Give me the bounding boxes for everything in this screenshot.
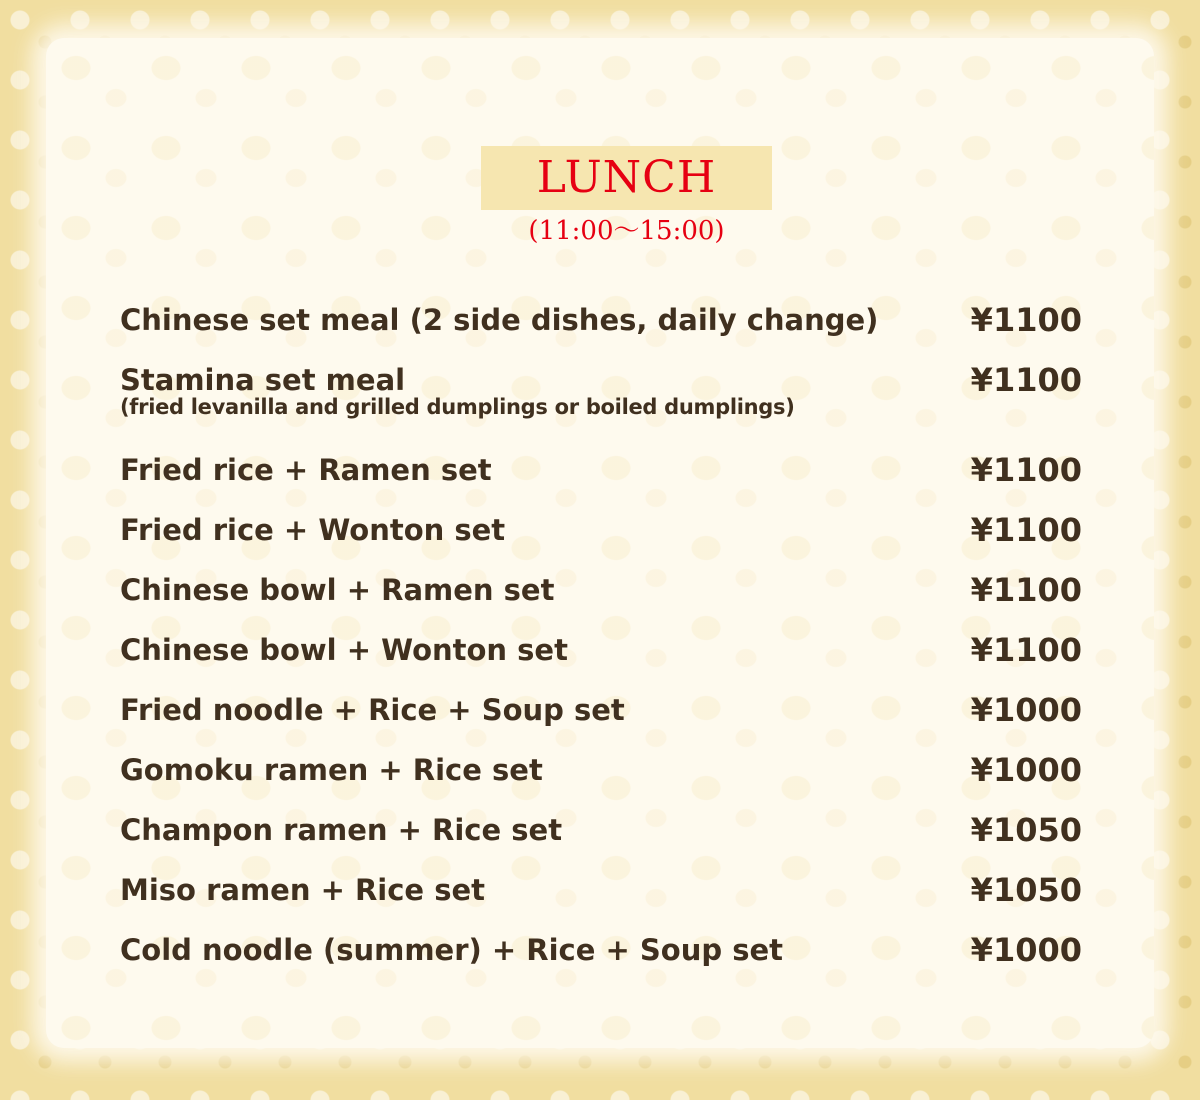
menu-item (120, 452, 1082, 492)
menu-item (120, 632, 1082, 672)
menu-item-price: ¥1000 (970, 931, 1082, 969)
menu-item-price: ¥1000 (970, 691, 1082, 729)
menu-item-price: ¥1100 (970, 571, 1082, 609)
menu-item (120, 302, 1082, 342)
menu-item (120, 752, 1082, 792)
menu-item-name: Chinese bowl + Wonton set (120, 633, 568, 667)
menu-item-price: ¥1000 (970, 751, 1082, 789)
menu-item-name: Fried rice + Wonton set (120, 513, 506, 547)
menu-item-name: Miso ramen + Rice set (120, 873, 485, 907)
menu-item (120, 512, 1082, 552)
menu-item-price: ¥1100 (970, 451, 1082, 489)
menu-item-name: Chinese set meal (2 side dishes, daily change) (120, 303, 879, 337)
menu-item-name: Gomoku ramen + Rice set (120, 753, 543, 787)
menu-item-price: ¥1100 (970, 361, 1082, 399)
menu-item (120, 812, 1082, 852)
menu-item-price: ¥1100 (970, 631, 1082, 669)
menu-item (120, 932, 1082, 972)
menu-item-name: Stamina set meal (120, 363, 406, 397)
menu-item (120, 872, 1082, 912)
menu-item-note: (fried levanilla and grilled dumplings or boiled dumplings) (120, 395, 795, 419)
menu-item-name: Fried noodle + Rice + Soup set (120, 693, 625, 727)
menu-item (120, 361, 1082, 419)
page-title: LUNCH (536, 152, 717, 203)
menu-item-name: Fried rice + Ramen set (120, 453, 492, 487)
menu-item-name: Champon ramen + Rice set (120, 813, 563, 847)
lunch-hours: (11:00～15:00) (528, 216, 725, 246)
menu-item-name: Cold noodle (summer) + Rice + Soup set (120, 933, 783, 967)
menu-item-name: Chinese bowl + Ramen set (120, 573, 555, 607)
menu-item-price: ¥1050 (970, 871, 1082, 909)
menu-item (120, 572, 1082, 612)
menu-item-price: ¥1100 (970, 301, 1082, 339)
title-box (481, 146, 772, 210)
menu-item (120, 692, 1082, 732)
menu-item-price: ¥1100 (970, 511, 1082, 549)
menu-item-price: ¥1050 (970, 811, 1082, 849)
